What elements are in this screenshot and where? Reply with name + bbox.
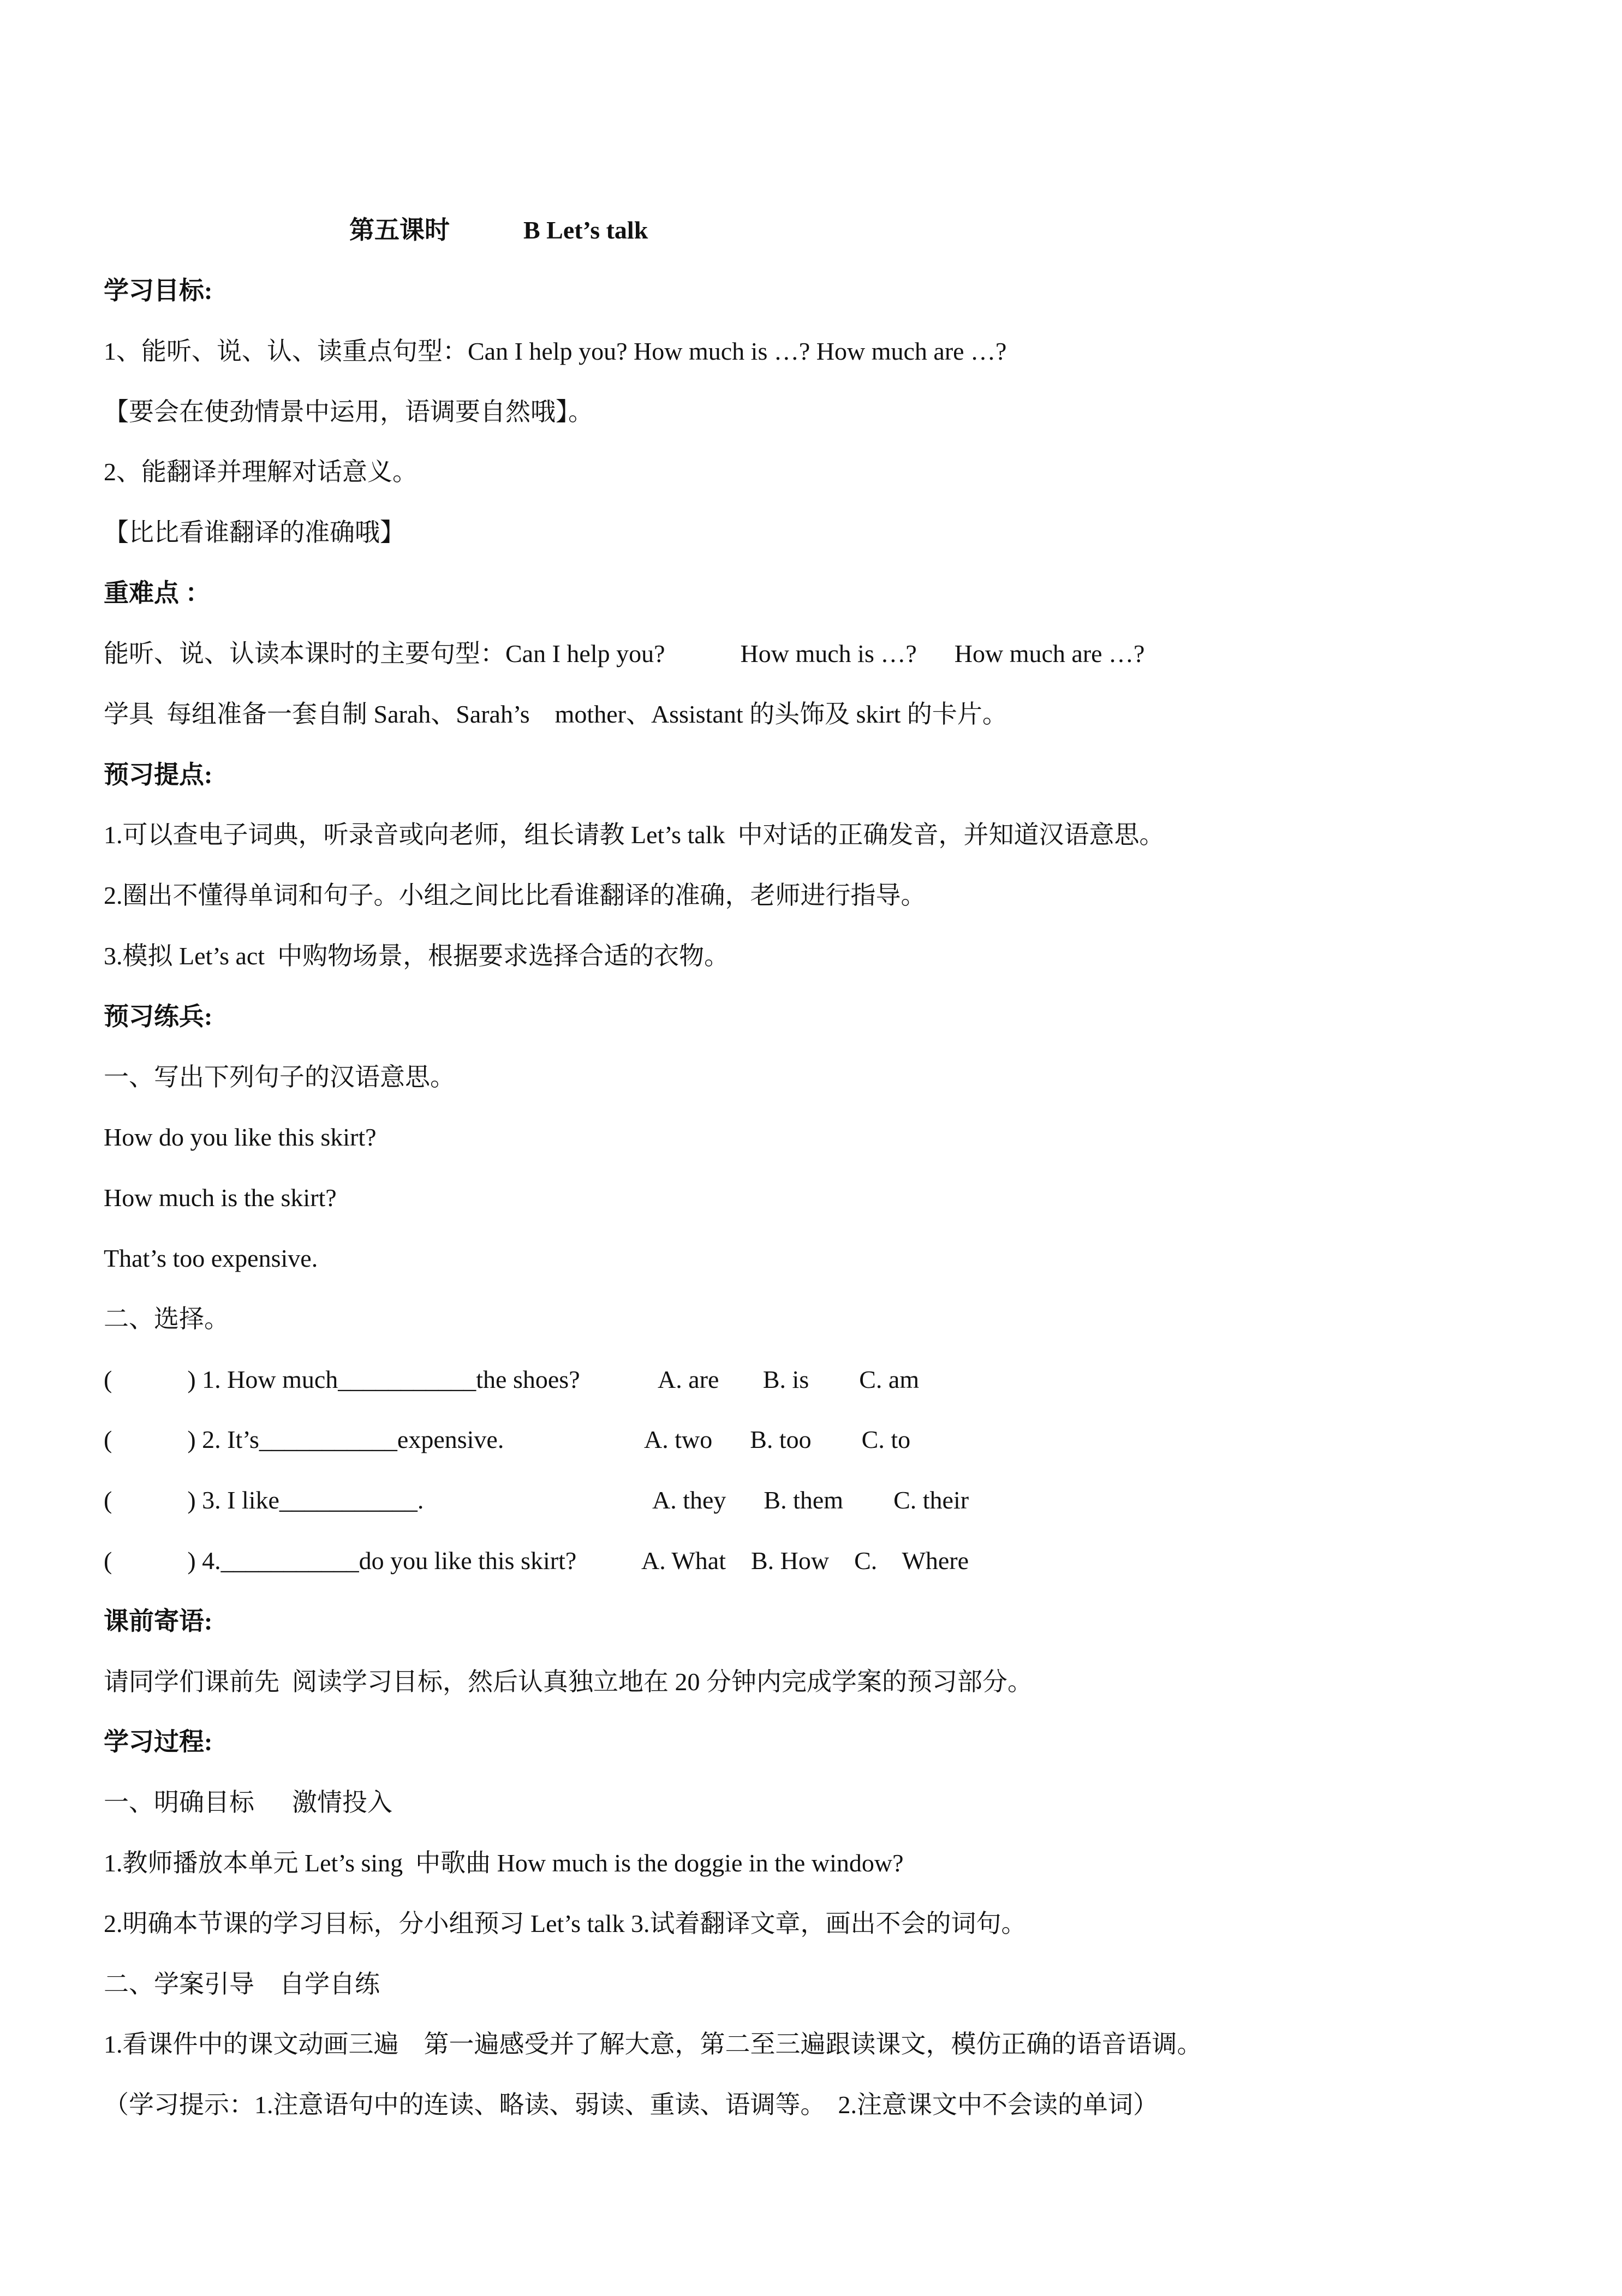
goal-2: 2、能翻译并理解对话意义。 bbox=[104, 458, 418, 486]
page-title bbox=[349, 214, 648, 247]
goal-2-note: 【比比看谁翻译的准确哦】 bbox=[104, 518, 405, 546]
practice-heading: 预习练兵: bbox=[104, 1003, 213, 1030]
question-2-options: A. two B. too C. to bbox=[644, 1426, 911, 1453]
question-4-options: A. What B. How C. Where bbox=[641, 1547, 969, 1575]
preview-item-2: 2.圈出不懂得单词和句子。小组之间比比看谁翻译的准确，老师进行指导。 bbox=[104, 881, 926, 909]
lesson-number: 第五课时 bbox=[349, 216, 450, 244]
step-1-item-1: 1.教师播放本单元 Let’s sing 中歌曲 How much is the doggie in the window? bbox=[104, 1849, 904, 1877]
lesson-topic: B Let’s talk bbox=[523, 216, 648, 244]
message-heading: 课前寄语: bbox=[104, 1607, 213, 1635]
preview-item-1: 1.可以查电子词典，听录音或向老师，组长请教 Let’s talk 中对话的正确发音，并知道汉语意思。 bbox=[104, 821, 1165, 849]
step-2-heading: 二、学案引导 自学自练 bbox=[104, 1970, 380, 1998]
step-2-note: （学习提示：1.注意语句中的连读、略读、弱读、重读、语调等。 2.注意课文中不会读的单词） bbox=[104, 2091, 1158, 2119]
preview-item-3: 3.模拟 Let’s act 中购物场景，根据要求选择合适的衣物。 bbox=[104, 942, 730, 970]
key-points-text: 能听、说、认读本课时的主要句型：Can I help you? How much is …? How much are …? bbox=[104, 640, 1145, 667]
goal-1: 1、能听、说、认、读重点句型：Can I help you? How much is …? How much are …? bbox=[104, 337, 1007, 365]
question-2-stem: ( ) 2. It’s___________expensive. bbox=[104, 1426, 504, 1453]
step-1-item-2: 2.明确本节课的学习目标，分小组预习 Let’s talk 3.试着翻译文章，画出不会的词句。 bbox=[104, 1910, 1027, 1937]
question-4-stem: ( ) 4.___________do you like this skirt? bbox=[104, 1547, 577, 1575]
step-1-heading: 一、明确目标 激情投入 bbox=[104, 1788, 392, 1816]
process-heading: 学习过程: bbox=[104, 1728, 213, 1756]
sentence-3: That’s too expensive. bbox=[104, 1244, 318, 1272]
message-text: 请同学们课前先 阅读学习目标，然后认真独立地在 20 分钟内完成学案的预习部分。 bbox=[104, 1668, 1033, 1696]
key-points-heading: 重难点 ： bbox=[104, 579, 211, 607]
question-3-stem: ( ) 3. I like___________. bbox=[104, 1486, 424, 1514]
step-2-item-1: 1.看课件中的课文动画三遍 第一遍感受并了解大意，第二至三遍跟读课文，模仿正确的语音语调。 bbox=[104, 2030, 1202, 2058]
sentence-1: How do you like this skirt? bbox=[104, 1123, 377, 1151]
part-1-heading: 一、写出下列句子的汉语意思。 bbox=[104, 1063, 455, 1091]
question-3-options: A. they B. them C. their bbox=[652, 1486, 969, 1514]
sentence-2: How much is the skirt? bbox=[104, 1184, 337, 1212]
tools-text: 学具 每组准备一套自制 Sarah、Sarah’s mother、Assistant 的头饰及 skirt 的卡片。 bbox=[104, 700, 1007, 728]
question-1-stem: ( ) 1. How much___________the shoes? bbox=[104, 1365, 580, 1393]
question-1-options: A. are B. is C. am bbox=[658, 1365, 920, 1393]
part-2-heading: 二、选择。 bbox=[104, 1305, 229, 1333]
goals-heading: 学习目标: bbox=[104, 277, 213, 305]
goal-1-note: 【要会在使劲情景中运用，语调要自然哦】。 bbox=[104, 398, 593, 426]
preview-heading: 预习提点: bbox=[104, 761, 213, 789]
